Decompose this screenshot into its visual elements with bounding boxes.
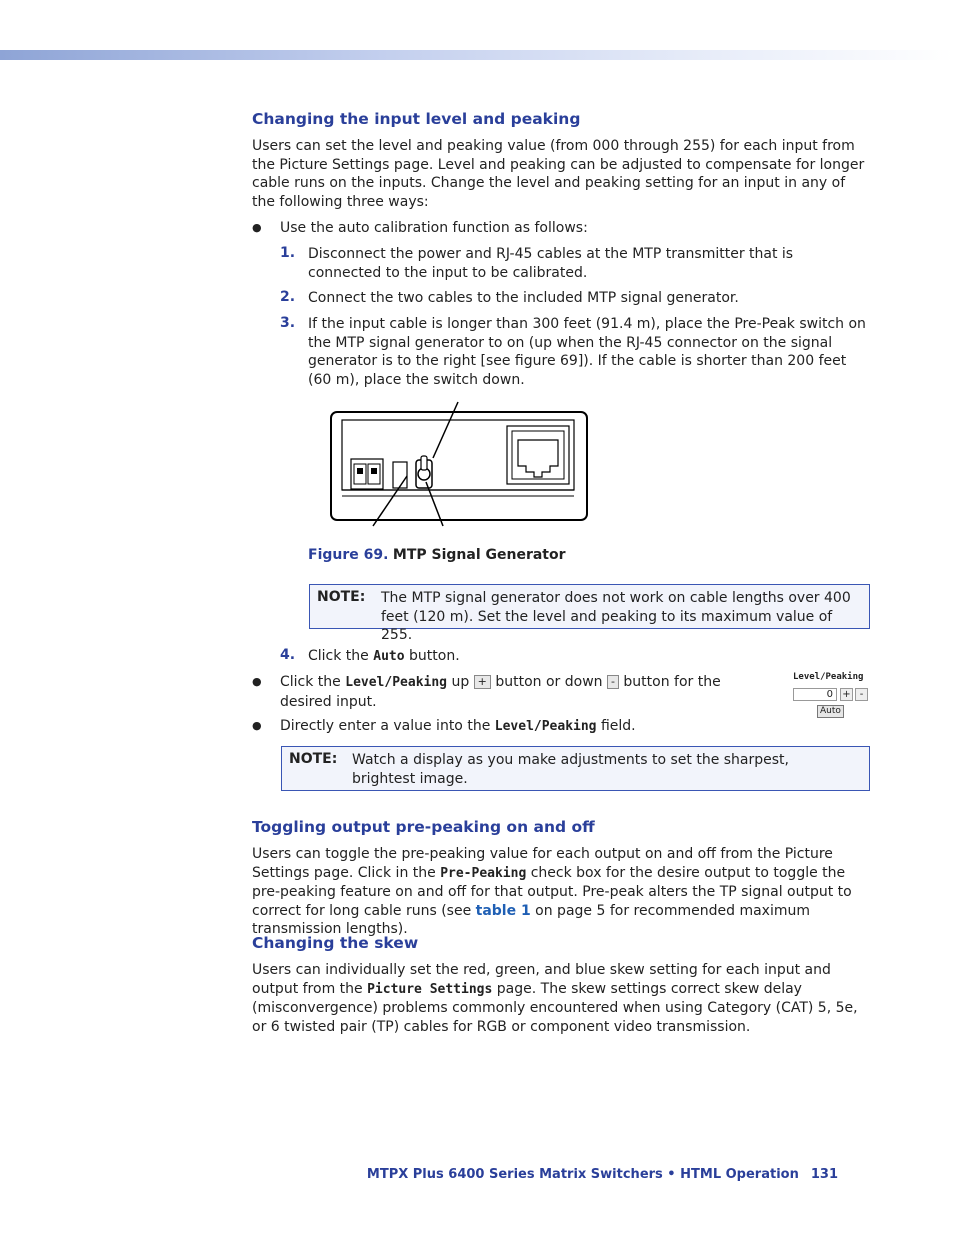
header-gradient-bar — [0, 50, 954, 60]
widget-value-field: 0 — [793, 688, 837, 701]
note-label: NOTE: — [317, 589, 366, 605]
step-number: 2. — [280, 289, 296, 305]
bullet-text: Directly enter a value into the — [280, 718, 495, 734]
auto-code: Auto — [373, 649, 405, 664]
bullet-text: Use the auto calibration function as follows: — [280, 220, 588, 236]
step-1 — [280, 245, 870, 282]
bullet-text: button or down — [490, 674, 607, 690]
paragraph-text: on page 5 for recommended maximum transmission lengths). — [252, 902, 810, 938]
note-box-2 — [281, 746, 870, 791]
bullet-icon: ● — [252, 719, 262, 732]
step-3 — [280, 315, 870, 389]
pre-peaking-paragraph — [252, 845, 872, 939]
step-text: button. — [404, 648, 460, 664]
skew-paragraph — [252, 961, 872, 1036]
widget-minus-button: - — [855, 688, 868, 701]
bullet-icon: ● — [252, 221, 262, 234]
note-box-1 — [309, 584, 870, 644]
intro-paragraph: Users can set the level and peaking value (from 000 through 255) for each input from the Picture Settings page. Level and peaking can be adjusted to compensate for longer cable runs on the inputs. Change the level and peaking setting for an input in any of the following three ways: — [252, 138, 865, 210]
figure-number: Figure 69. — [308, 547, 389, 563]
bullet-level-peaking-buttons — [252, 673, 732, 713]
bullet-text: up — [447, 674, 474, 690]
table-1-link[interactable]: table 1 — [475, 902, 531, 919]
figure-caption — [308, 547, 566, 563]
step-text: Connect the two cables to the included MTP signal generator. — [308, 290, 739, 306]
pre-peaking-code: Pre-Peaking — [440, 865, 527, 881]
step-text: Disconnect the power and RJ-45 cables at the MTP transmitter that is connected to the input to be calibrated. — [308, 246, 794, 281]
section-heading-pre-peaking: Toggling output pre-peaking on and off — [252, 818, 595, 836]
mtp-signal-generator-figure — [325, 398, 595, 530]
paragraph-text: Users can toggle the pre-peaking value for each output on and off from the Picture Settings page. Click in the — [252, 846, 833, 881]
figure-title: MTP Signal Generator — [392, 547, 566, 563]
note-label: NOTE: — [289, 751, 338, 767]
note-text: Watch a display as you make adjustments to set the sharpest, brightest image. — [352, 752, 789, 787]
level-peaking-code: Level/Peaking — [345, 675, 447, 690]
page-footer — [367, 1167, 838, 1182]
step-number: 3. — [280, 315, 296, 331]
picture-settings-code: Picture Settings — [367, 981, 493, 997]
bullet-text: field. — [596, 718, 636, 734]
plus-button-icon: + — [474, 675, 491, 689]
bullet-direct-entry — [252, 717, 872, 737]
bullet-text: Click the — [280, 674, 346, 690]
paragraph-text: Users can individually set the red, green, and blue skew setting for each input and output from the — [252, 962, 831, 997]
bullet-auto-calibration — [252, 219, 872, 239]
step-number: 4. — [280, 647, 296, 663]
minus-button-icon: - — [607, 675, 619, 689]
bullet-icon: ● — [252, 675, 262, 688]
widget-auto-button: Auto — [817, 705, 844, 718]
paragraph-text: page. The skew settings correct skew delay (misconvergence) problems commonly encountered when using Category (CAT) 5, 5e, or 6 twisted pair (TP) cables for RGB or component video transmission. — [252, 980, 858, 1035]
level-peaking-code: Level/Peaking — [494, 719, 597, 734]
note-text: The MTP signal generator does not work on cable lengths over 400 feet (120 m). Set the level and peaking to its maximum value of 255. — [381, 590, 851, 644]
widget-label: Level/Peaking — [793, 672, 864, 682]
level-peaking-widget — [793, 672, 873, 716]
paragraph-text: check box for the desire output to toggle the pre-peaking feature on and off for that output. Pre-peak alters the TP signal output to correct for long cable runs (see — [252, 864, 852, 919]
section-heading-skew: Changing the skew — [252, 934, 419, 952]
step-text: If the input cable is longer than 300 feet (91.4 m), place the Pre-Peak switch on the MTP signal generator to on (up when the RJ-45 connector on the signal generator is to the right [see figure 69]). If the cable is shorter than 200 feet (60 m), place the switch down. — [308, 316, 866, 388]
footer-title: MTPX Plus 6400 Series Matrix Switchers • HTML Operation — [366, 1167, 799, 1182]
step-4 — [280, 647, 870, 667]
widget-plus-button: + — [840, 688, 853, 701]
step-text: Click the — [308, 648, 374, 664]
step-2 — [280, 289, 870, 308]
step-number: 1. — [280, 245, 296, 261]
bullet-text: button for the desired input. — [280, 674, 721, 710]
section-heading-input-level: Changing the input level and peaking — [252, 110, 581, 128]
page-number: 131 — [810, 1167, 838, 1182]
